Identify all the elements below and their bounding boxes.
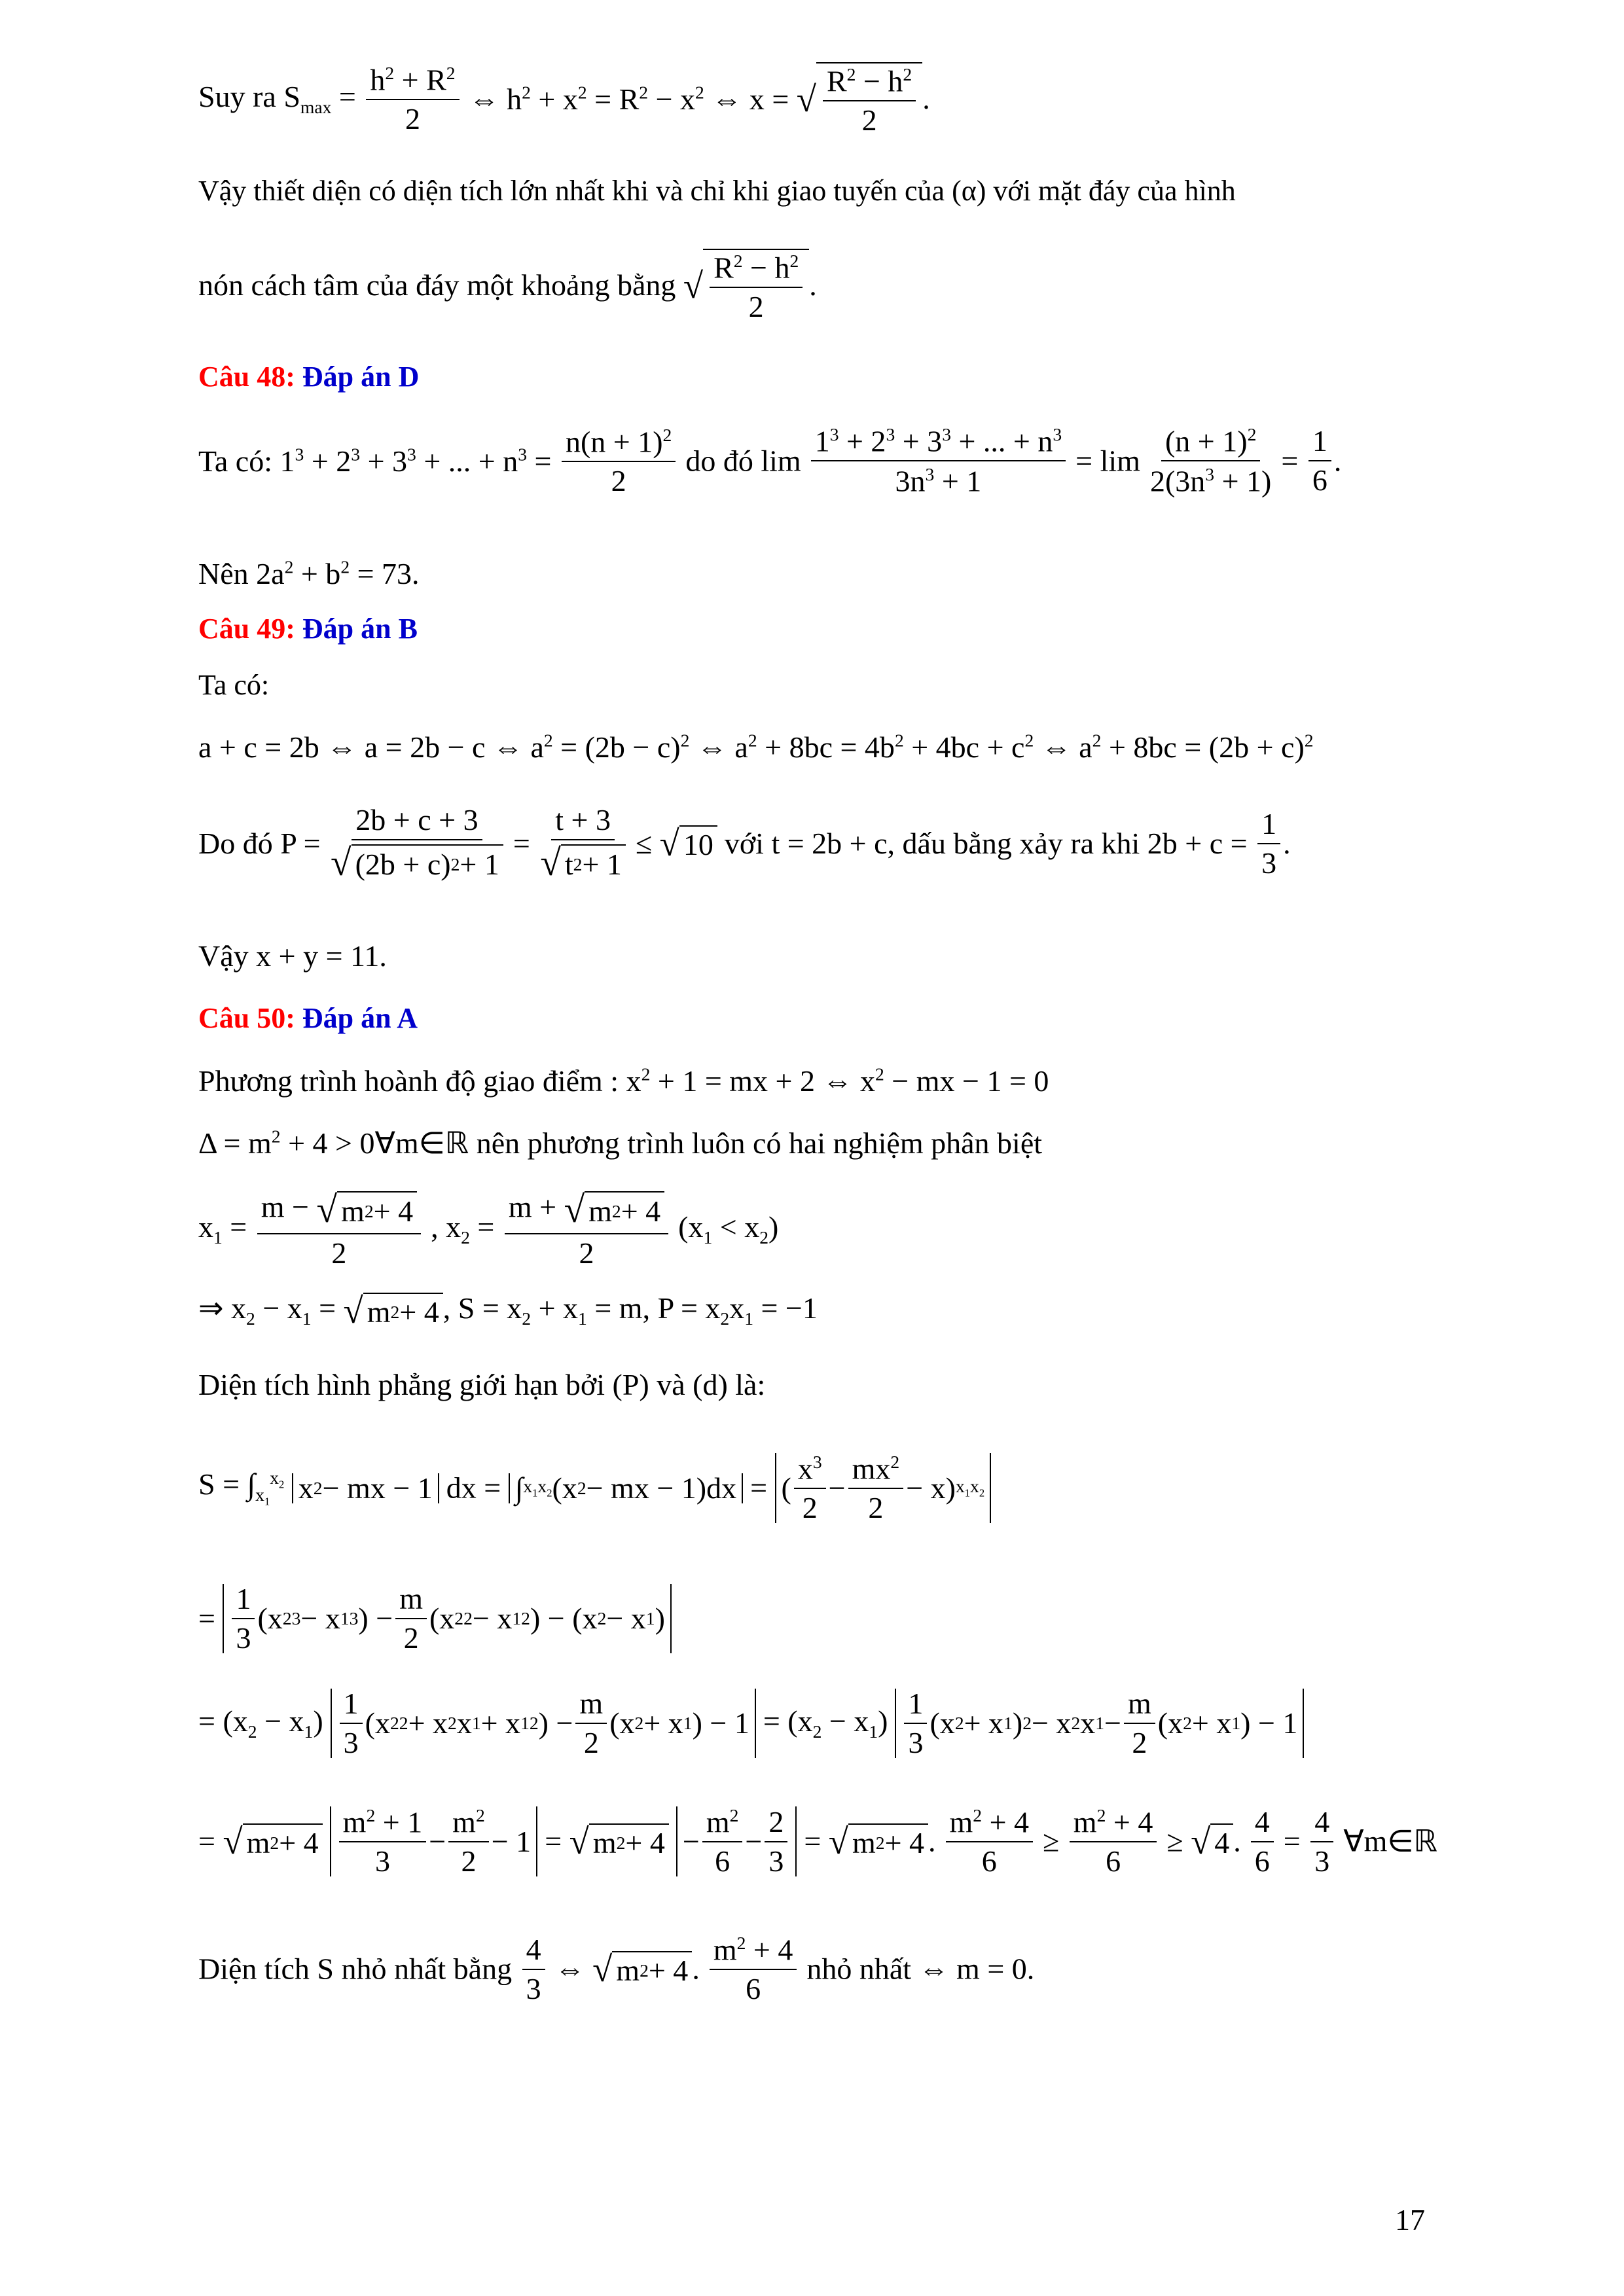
heading-cau-50: Câu 50: Đáp án A bbox=[198, 1002, 418, 1034]
line-hoanh-do: Phương trình hoành độ giao điểm : $x^2 + 1$ = mx + 2 ⇔ $x^2$ − mx − 1 = 0 bbox=[198, 1064, 1049, 1098]
line-ta-co: Ta có: bbox=[198, 669, 270, 701]
line-p-bound: Do đó P = 2b + c + 3 √ (2b + c) 2 + 1 = t + 3 √ t 2 + 1 ≤ √ 10 với t = 2b + c, dấu bằng xảy ra khi 2b + c = $\frac{1}{3}$ . bbox=[198, 803, 1291, 884]
page-number: 17 bbox=[1395, 2203, 1425, 2236]
line-result-48: Nên $2a^2 + b^2 = 73$. bbox=[198, 556, 420, 590]
line-sum-cubes: Ta có: $1^3 + 2^3 + 3^3$ + ... + $n^3$ = $\frac{n(n + 1)^2}{2}$ do đó lim $\frac{1^3 + 2^3 + 3^3 + ... + n^3}{3n^3 + 1}$ = lim $\frac{(n + 1)^2}{2(3n^3 + 1)}$ = $\frac{1}{6}$ . bbox=[198, 424, 1342, 498]
line-smax: Suy ra $S_{max}$ = $\frac{h^2 + R^2}{2}$ ⇔ $h^2 + x^2 = R^2 - x^2$ ⇔ x = √ $R^2 - h^2$ 2 . bbox=[198, 62, 930, 137]
line-integral: $S = \int_{x_1}^{x_2}$ x 2 − mx − 1 dx = ∫ $x_1$ $x_2$ (x 2 − mx − 1)dx = ( $x^3$ 2 − $mx^2$ 2 − x) $x_1$ $x_2$ bbox=[198, 1453, 991, 1523]
line-roots: $x_1$ = m − √ m 2 + 4 2 , $x_2$ = m + √ m 2 + 4 2 $(x_1 < x_2)$ bbox=[198, 1189, 779, 1270]
line-conclusion-2: nón cách tâm của đáy một khoảng bằng √ $R^2 - h^2$ 2 . bbox=[198, 249, 817, 322]
line-dien-tich-intro: Diện tích hình phẳng giới hạn bởi (P) và (d) là: bbox=[198, 1367, 766, 1401]
line-delta: $\Delta = m^2 + 4$ > 0∀m∈ℝ nên phương trình luôn có hai nghiệm phân biệt bbox=[198, 1126, 1043, 1160]
line-expand-3: = √ m 2 + 4 $m^2 + 1$ 3 − $m^2$ 2 − 1 = √ m 2 + 4 − $m^2$ 6 − 2 3 = √ m 2 + 4 . $\frac{m^2 + 4}{6}$ ≥ $\frac{m^2 + 4}{6}$ ≥ √ 4 . $\frac{4}{6}$ = $\frac{4}{3}$ ∀m∈ℝ bbox=[198, 1804, 1437, 1878]
heading-cau-49: Câu 49: Đáp án B bbox=[198, 613, 418, 645]
line-conclusion-50: Diện tích S nhỏ nhất bằng $\frac{4}{3}$ ⇔ √ m 2 + 4 . $\frac{m^2 + 4}{6}$ nhỏ nhất ⇔ m = 0. bbox=[198, 1932, 1035, 2006]
line-expand-2: = $(x_2 - x_1)$ 1 3 (x 2 2 + x 2 x 1 + x 1 2 ) − m 2 (x 2 + x 1 ) − $1 = (x_2 - x_1)$ 1 3 (x 2 + x 1 ) 2 − x 2 x 1 − m 2 (x 2 + x 1 ) − 1 bbox=[198, 1689, 1304, 1758]
line-abc-equiv: a + c = 2b ⇔ a = 2b − c ⇔ $a^2 = (2b - c)^2$ ⇔ $a^2 + 8bc = 4b^2 + 4bc + c^2$ ⇔ $a^2 + 8bc = (2b + c)^2$ bbox=[198, 730, 1314, 764]
line-vieta: ⇒ $x_2 - x_1$ = √ m 2 + 4 , $S = x_2 + x_1 = m$, $P = x_2x_1 = -1$ bbox=[198, 1291, 818, 1331]
line-result-49: Vậy x + y = 11. bbox=[198, 939, 387, 973]
line-conclusion-1: Vậy thiết diện có diện tích lớn nhất khi và chỉ khi giao tuyến của (α) với mặt đáy của hình bbox=[198, 175, 1236, 207]
heading-cau-48: Câu 48: Đáp án D bbox=[198, 361, 420, 393]
line-expand-1: = 1 3 (x 2 3 − x 1 3 ) − m 2 (x 2 2 − x 1 2 ) − (x 2 − x 1 ) bbox=[198, 1584, 672, 1653]
